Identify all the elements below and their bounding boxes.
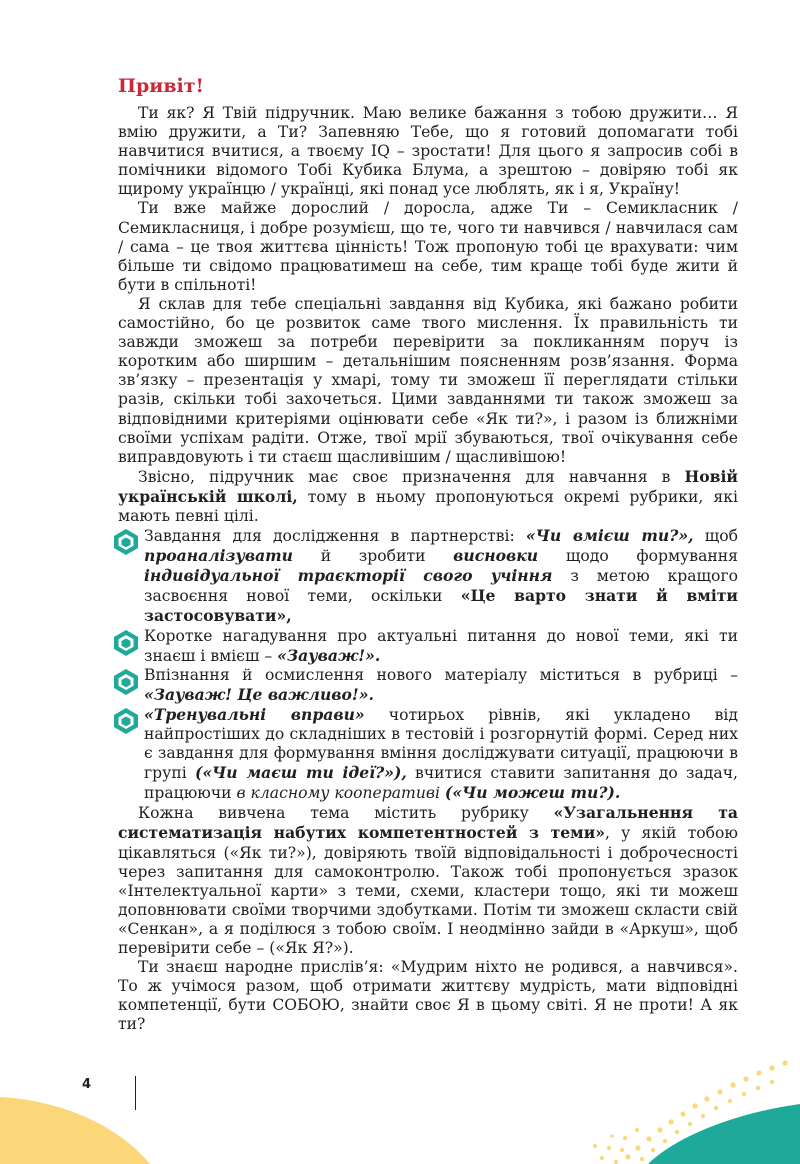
page-content — [118, 75, 738, 1035]
rubric-item-exercises: «Тренувальні вправи» чотирьох рівнів, які укладено від найпростіших до складніших в тестовій і розгорнутій формі. Серед них є завдання для формування вміння досліджувати ситуації, працюючи в групі («Чи маєш ти ідеї?»), вчитися ставити запитання до задач, працюючи в класному кооперативі («Чи можеш ти?). — [118, 705, 738, 803]
rubric-cube-icon — [112, 668, 140, 696]
teal-corner-shape — [648, 1104, 800, 1164]
rubric-item-note: Коротке нагадування про актуальні питання до нової теми, які ти знаєш і вмієш – «Зауваж!». — [118, 627, 738, 666]
paragraph-seventh-grader: Ти вже майже дорослий / доросла, адже Ти – Семикласник / Семикласниця, і добре розумієш, що те, чого ти навчився / навчилася сам / сама – це твоя життєва цінність! Тож пропоную тобі це врахувати: чим більше ти свідомо працюватимеш на себе, тим краще тобі буде жити й бути в спільноті! — [118, 199, 738, 294]
rubric-cube-icon — [112, 707, 140, 735]
rubric-cube-icon — [112, 528, 140, 556]
paragraph-closing: Ти знаєш народне прислів’я: «Мудрим ніхто не родився, а навчився». То ж учімося разом, щоб отримати життєву мудрість, мати відповідні компетенції, бути СОБОЮ, знайти своє Я в цьому світі. Я не проти! А як ти? — [118, 958, 738, 1034]
paragraph-summary-rubric: Кожна вивчена тема містить рубрику «Узагальнення та систематизація набутих компетентностей з теми», у якій тобою цікавляться («Як ти?»), довіряють твоїй відповідальності і доброчесності через запитання для самоконтролю. Також тобі пропонується зразок «Інтелектуальної карти» з теми, схеми, кластери тощо, які ти можеш доповнювати своїми творчими здобутками. Потім ти зможеш скласти свій «Сенкан», а я поділюся з тобою своїм. І неодмінно зайди в «Аркуш», щоб перевірити себе – («Як Я?»). — [118, 803, 738, 958]
page-number: 4 — [82, 1077, 92, 1092]
paragraph-tasks: Я склав для тебе спеціальні завдання від Кубика, які бажано робити самостійно, бо це розвиток саме твого мислення. Їх правильність ти завжди зможеш за потреби перевірити за покликанням поруч із коротким або ширшим – детальнішим поясненням розв’язання. Форма зв’язку – презентація у хмарі, тому ти зможеш її переглядати стільки разів, скільки тобі захочеться. Цими завданнями ти також зможеш за відповідними критеріями оцінювати себе «Як ти?», і разом із ближніми своїми успіхам радіти. Отже, твої мрії збуваються, твої очікування себе виправдовують і ти стаєш щасливішим / щасливішою! — [118, 294, 738, 466]
page-number-divider — [135, 1076, 136, 1110]
rubric-item-important: Впізнання й осмислення нового матеріалу міститься в рубриці – «Зауваж! Це важливо!». — [118, 666, 738, 705]
rubric-item-partnership: Завдання для дослідження в партнерстві: «Чи вмієш ти?», щоб проаналізувати й зробити висновки щодо формування індивідуальної траєкторії свого учіння з метою кращого засвоєння нової теми, оскільки «Це варто знати й вміти застосовувати», — [118, 526, 738, 626]
page-title: Привіт! — [118, 75, 204, 97]
paragraph-intro: Ти як? Я Твій підручник. Маю велике бажання з тобою дружити… Я вмію дружити, а Ти? Запевняю Тебе, що я готовий допомагати тобі навчитися вчитися, а твоєму IQ – зростати! Для цього я запросив собі в помічники відомого Тобі Кубика Блума, а зрештою – довіряю тобі як щирому українцю / українці, які понад усе люблять, як і я, Україну! — [118, 104, 738, 199]
yellow-corner-shape — [0, 1097, 150, 1164]
paragraph-rubrics: Звісно, підручник має своє призначення для навчання в Новій українській школі, тому в ньому пропонуються окремі рубрики, які мають певні цілі. — [118, 466, 738, 525]
rubric-cube-icon — [112, 629, 140, 657]
